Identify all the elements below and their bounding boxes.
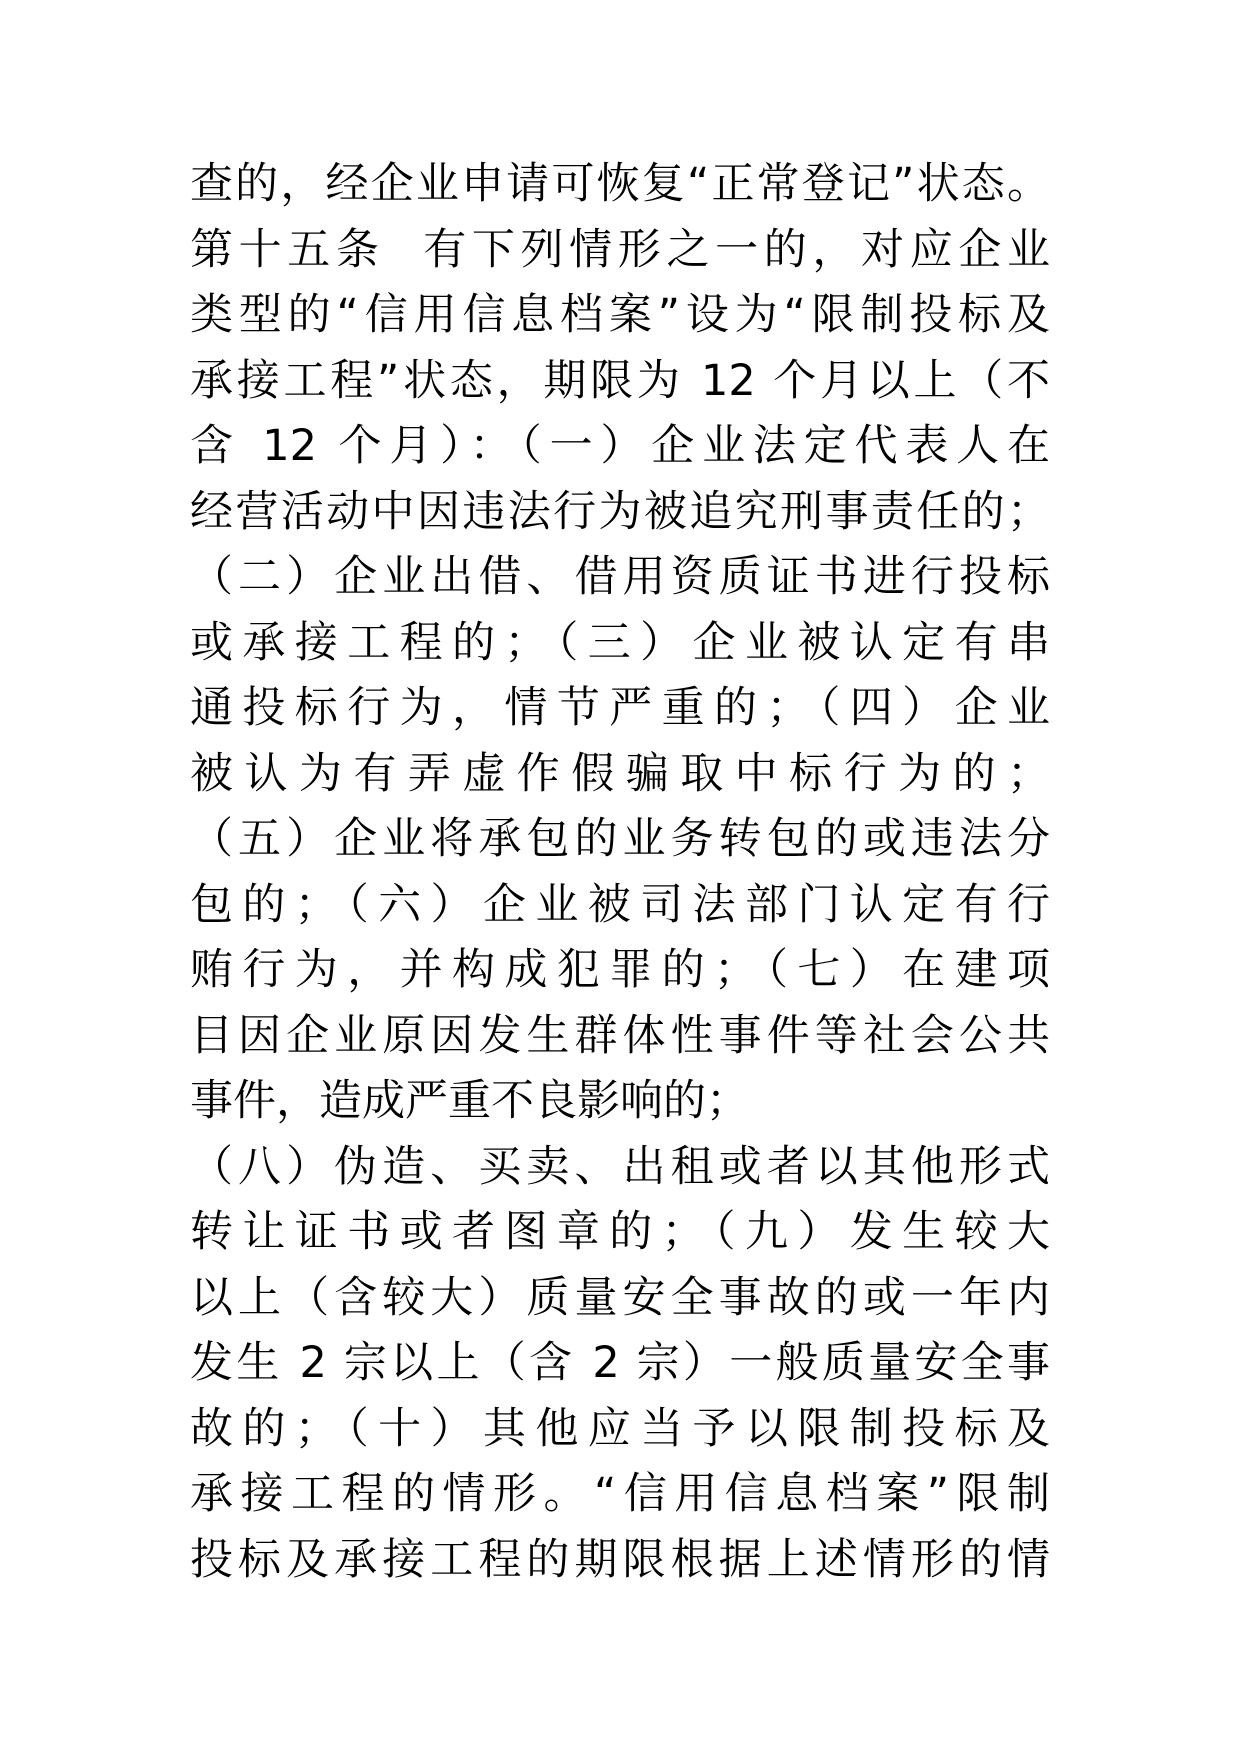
text-line: （八）伪造、买卖、出租或者以其他形式	[190, 1141, 1050, 1192]
text-line: 目因企业原因发生群体性事件等社会公共	[190, 1010, 1050, 1061]
text-line: 被认为有弄虚作假骗取中标行为的；	[190, 748, 1050, 799]
body-text	[190, 152, 1050, 1593]
text-line: 含 12 个月）：（一）企业法定代表人在	[190, 421, 1050, 471]
text-line: 故的；（十）其他应当予以限制投标及	[190, 1403, 1050, 1454]
text-line: 事件，造成严重不良影响的；	[190, 1076, 749, 1126]
text-line: 类型的“信用信息档案”设为“限制投标及	[190, 290, 1050, 340]
text-line: 经营活动中因违法行为被追究刑事责任的；	[190, 486, 1050, 537]
text-line: 发生 2 宗以上（含 2 宗）一般质量安全事	[190, 1338, 1050, 1388]
text-line: 承接工程”状态，期限为 12 个月以上（不	[190, 355, 1050, 406]
text-line: 或承接工程的；（三）企业被认定有串	[190, 617, 1050, 668]
text-line: 通投标行为，情节严重的；（四）企业	[190, 683, 1050, 733]
text-line: （二）企业出借、借用资质证书进行投标	[190, 552, 1050, 602]
text-line: （五）企业将承包的业务转包的或违法分	[190, 814, 1050, 864]
text-line: 承接工程的情形。“信用信息档案”限制	[190, 1469, 1050, 1519]
text-line: 转让证书或者图章的；（九）发生较大	[190, 1207, 1050, 1257]
text-line: 以上（含较大）质量安全事故的或一年内	[190, 1272, 1050, 1323]
text-line: 贿行为，并构成犯罪的；（七）在建项	[190, 945, 1050, 995]
text-line: 第十五条 有下列情形之一的，对应企业	[190, 224, 1050, 275]
text-line: 投标及承接工程的期限根据上述情形的情	[190, 1534, 1050, 1585]
text-line: 查的，经企业申请可恢复“正常登记”状态。	[190, 159, 1050, 209]
text-line: 包的；（六）企业被司法部门认定有行	[190, 879, 1050, 930]
